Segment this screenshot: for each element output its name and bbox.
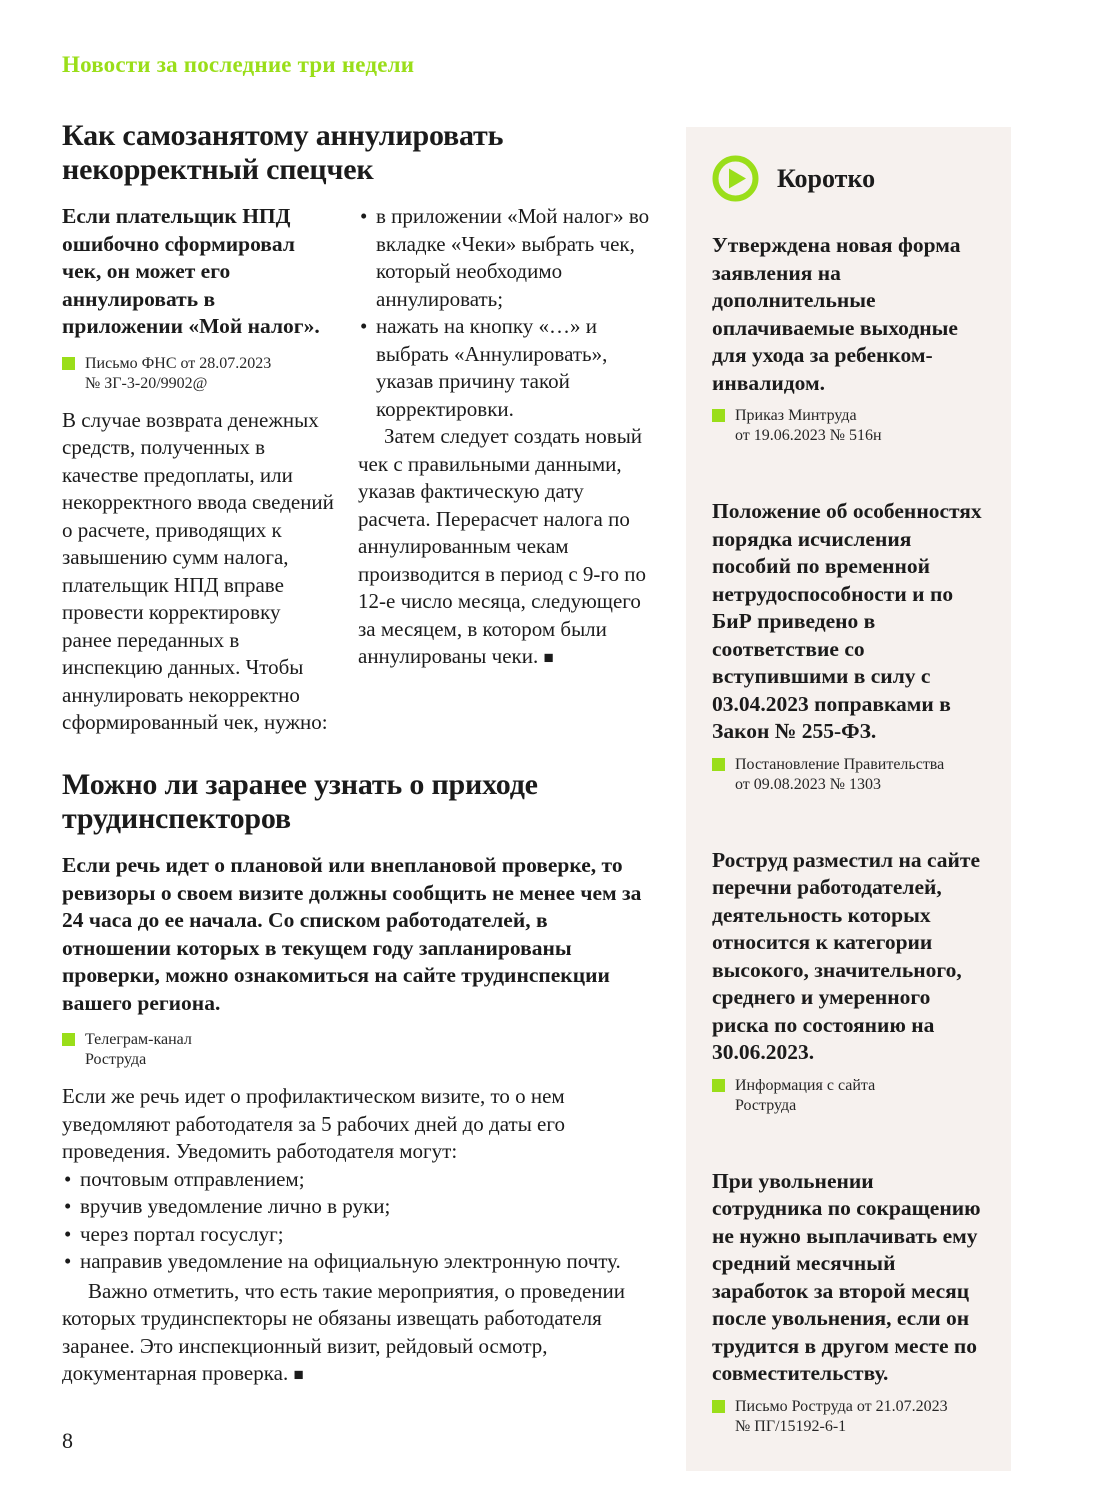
green-square-icon <box>712 409 725 422</box>
source-line: Информация с сайта <box>735 1076 876 1094</box>
source-line: от 19.06.2023 № 516н <box>735 427 882 444</box>
article2-bullet-list <box>62 1166 656 1276</box>
sidebar-brief <box>712 232 984 446</box>
shortly-sidebar <box>686 127 1011 1471</box>
page-number: 8 <box>62 1428 73 1453</box>
source-line: Приказ Минтруда <box>735 407 857 424</box>
bullet-item: • через портал госуслуг; <box>62 1221 656 1249</box>
bullet-item: • направив уведомление на официальную электронную почту. <box>62 1248 656 1276</box>
source-line: Письмо ФНС от 28.07.2023 <box>85 354 272 372</box>
article1-body: В случае возврата денежных средств, полученных в качестве предоплаты, или некорректного ввода сведений о расчете, приводящих к завышению сумм налога, плательщик НПД вправе провести корректировку ранее переданных в инспекцию данных. Чтобы аннулировать некорректно сформированный чек, нужно: <box>62 407 334 734</box>
source-line: Роструда <box>85 1051 147 1068</box>
article2-source-text <box>85 1030 192 1070</box>
brief-source <box>712 1397 984 1437</box>
brief-source <box>712 755 984 795</box>
source-line: от 09.08.2023 № 1303 <box>735 775 882 793</box>
green-square-icon <box>712 1400 725 1413</box>
source-line: Постановление Правительства <box>735 755 945 773</box>
green-square-icon <box>62 357 75 370</box>
green-square-icon <box>712 1079 725 1092</box>
brief-source-text <box>735 406 882 446</box>
article1-bullet-list <box>358 203 654 423</box>
article1-lead: Если плательщик НПД ошибочно сформировал чек, он может его аннулировать в приложении «Мой налог». <box>62 204 320 338</box>
article1-columns <box>62 203 654 737</box>
source-line: № ЗГ-3-20/9902@ <box>85 374 208 392</box>
bullet-item: • в приложении «Мой налог» во вкладке «Чеки» выбрать чек, который необходимо аннулировать; <box>358 203 654 313</box>
article2-title: Можно ли заранее узнать о приходе трудинспекторов <box>62 768 538 835</box>
article1-source-text <box>85 354 271 394</box>
article1-column-right <box>358 203 654 737</box>
article-annul-check <box>62 119 654 737</box>
brief-text: Роструд разместил на сайте перечни работодателей, деятельность которых относится к категории высокого, значительного, среднего и умеренного риска по состоянию на 30.06.2023. <box>712 847 981 1064</box>
sidebar-header <box>712 155 984 202</box>
section-kicker: Новости за последние три недели <box>62 52 415 77</box>
brief-text: При увольнении сотрудника по сокращению не нужно выплачивать ему средний месячный заработок за второй месяц после увольнения, если он трудится в другом месте по совместительству. <box>712 1168 981 1385</box>
sidebar-brief <box>712 847 984 1116</box>
article1-column-left <box>62 203 334 737</box>
article1-body2-text: Затем следует создать новый чек с правильными данными, указав фактическую дату расчета. Перерасчет налога по аннулированным чекам производится в период с 9-го по 12-е число месяца, следующего за месяцем, в котором были аннулированы чеки. <box>358 424 646 668</box>
article1-source <box>62 354 334 394</box>
article2-body2-text: Важно отметить, что есть такие мероприятия, о проведении которых трудинспекторы не обязаны извещать работодателя заранее. Это инспекционный визит, рейдовый осмотр, документарная проверка. <box>62 1278 626 1385</box>
brief-source-text <box>735 755 944 795</box>
sidebar-brief <box>712 498 984 795</box>
article1-body2 <box>358 423 654 672</box>
brief-text: Положение об особенностях порядка исчисления пособий по временной нетрудоспособности и по БиР приведено в соответствие со вступившими в силу с 03.04.2023 поправками в Закон № 255-ФЗ. <box>712 499 982 743</box>
bullet-item: • вручив уведомление лично в руки; <box>62 1193 656 1221</box>
sidebar-brief <box>712 1168 984 1437</box>
brief-source <box>712 406 984 446</box>
article2-body: Если же речь идет о профилактическом визите, то о нем уведомляют работодателя за 5 рабочих дней до даты его проведения. Уведомить работодателя могут: <box>62 1084 565 1163</box>
brief-source <box>712 1076 984 1116</box>
brief-source-text <box>735 1076 875 1116</box>
end-of-article-mark: ■ <box>293 1365 306 1384</box>
play-circle-icon <box>712 155 759 202</box>
green-square-icon <box>712 758 725 771</box>
green-square-icon <box>62 1033 75 1046</box>
article2-lead: Если речь идет о плановой или внеплановой проверке, то ревизоры о своем визите должны сообщить не менее чем за 24 часа до ее начала. Со списком работодателей, в отношении которых в текущем году запланированы проверки, можно ознакомиться на сайте трудинспекции вашего региона. <box>62 853 642 1015</box>
article2-body2 <box>62 1278 656 1389</box>
article2-source <box>62 1030 656 1070</box>
bullet-item: • почтовым отправлением; <box>62 1166 656 1194</box>
article1-title: Как самозанятому аннулировать некорректный спецчек <box>62 119 504 186</box>
source-line: Роструда <box>735 1096 797 1114</box>
brief-source-text <box>735 1397 948 1437</box>
brief-text: Утверждена новая форма заявления на дополнительные оплачиваемые выходные для ухода за ребенком-инвалидом. <box>712 233 961 395</box>
source-line: № ПГ/15192-6-1 <box>735 1417 847 1435</box>
source-line: Телеграм-канал <box>85 1031 192 1048</box>
end-of-article-mark: ■ <box>543 648 556 667</box>
bullet-item: • нажать на кнопку «…» и выбрать «Аннулировать», указав причину такой корректировки. <box>358 313 654 423</box>
sidebar-title: Коротко <box>777 163 876 193</box>
source-line: Письмо Роструда от 21.07.2023 <box>735 1397 948 1415</box>
article-labor-inspectors <box>62 768 656 1389</box>
